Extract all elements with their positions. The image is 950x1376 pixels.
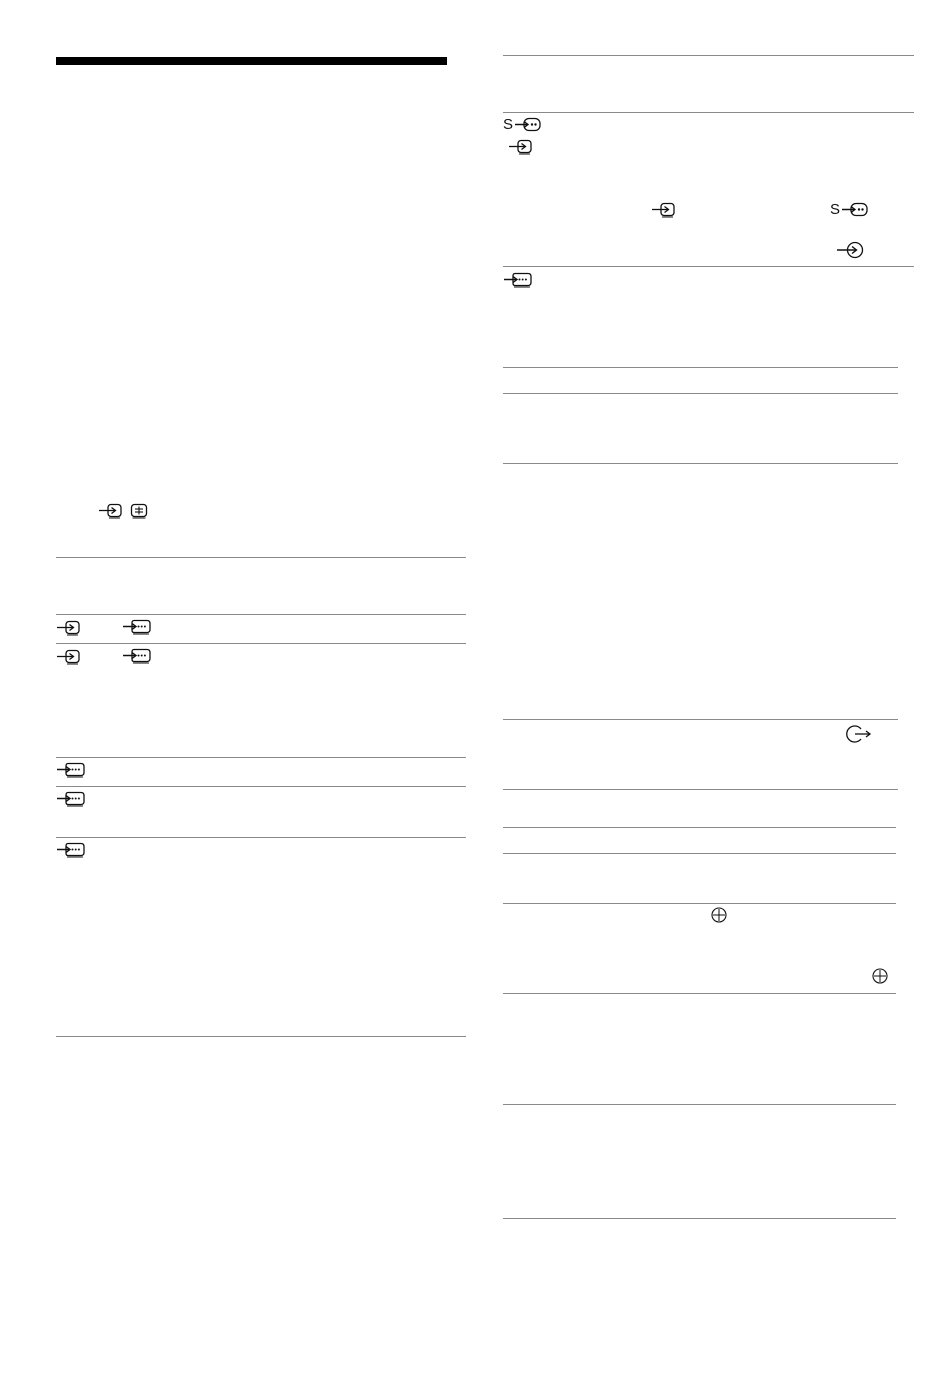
table-rule [56,557,466,558]
output-jack-icon [842,724,872,744]
table-rule [56,643,466,644]
video-input-icon [651,202,677,218]
round-input-icon [836,241,864,259]
earth-terminal-icon [710,906,728,924]
s-video-prefix-label: S [830,201,841,218]
table-rule [503,853,896,854]
table-rule [503,789,898,790]
table-rule [503,993,896,994]
video-input-icon [56,620,82,636]
table-rule [56,614,466,615]
video-input-icon [56,649,82,665]
scart-connector-icon [122,619,152,635]
video-input-icon [508,139,534,155]
scart-connector-icon [56,762,86,778]
earth-terminal-icon [871,967,889,985]
video-input-icon [98,503,124,519]
table-rule [56,757,466,758]
table-rule [503,1218,896,1219]
table-rule [503,393,898,394]
table-rule [503,1104,896,1105]
table-rule [503,112,914,113]
table-rule [503,463,898,464]
component-input-icon [130,503,148,519]
table-rule [503,55,914,56]
table-rule [503,367,898,368]
table-rule [503,903,896,904]
table-rule [56,786,466,787]
s-video-input-icon [841,202,869,218]
table-rule [56,1036,466,1037]
table-rule [503,719,898,720]
table-rule [503,827,896,828]
table-rule [56,837,466,838]
section-heading-bar [56,57,447,65]
scart-connector-icon [122,648,152,664]
scart-connector-icon [56,842,86,858]
table-rule [503,266,914,267]
scart-connector-icon [503,272,533,288]
s-video-input-icon [514,117,542,133]
s-video-prefix-label: S [503,116,514,133]
scart-connector-icon [56,791,86,807]
